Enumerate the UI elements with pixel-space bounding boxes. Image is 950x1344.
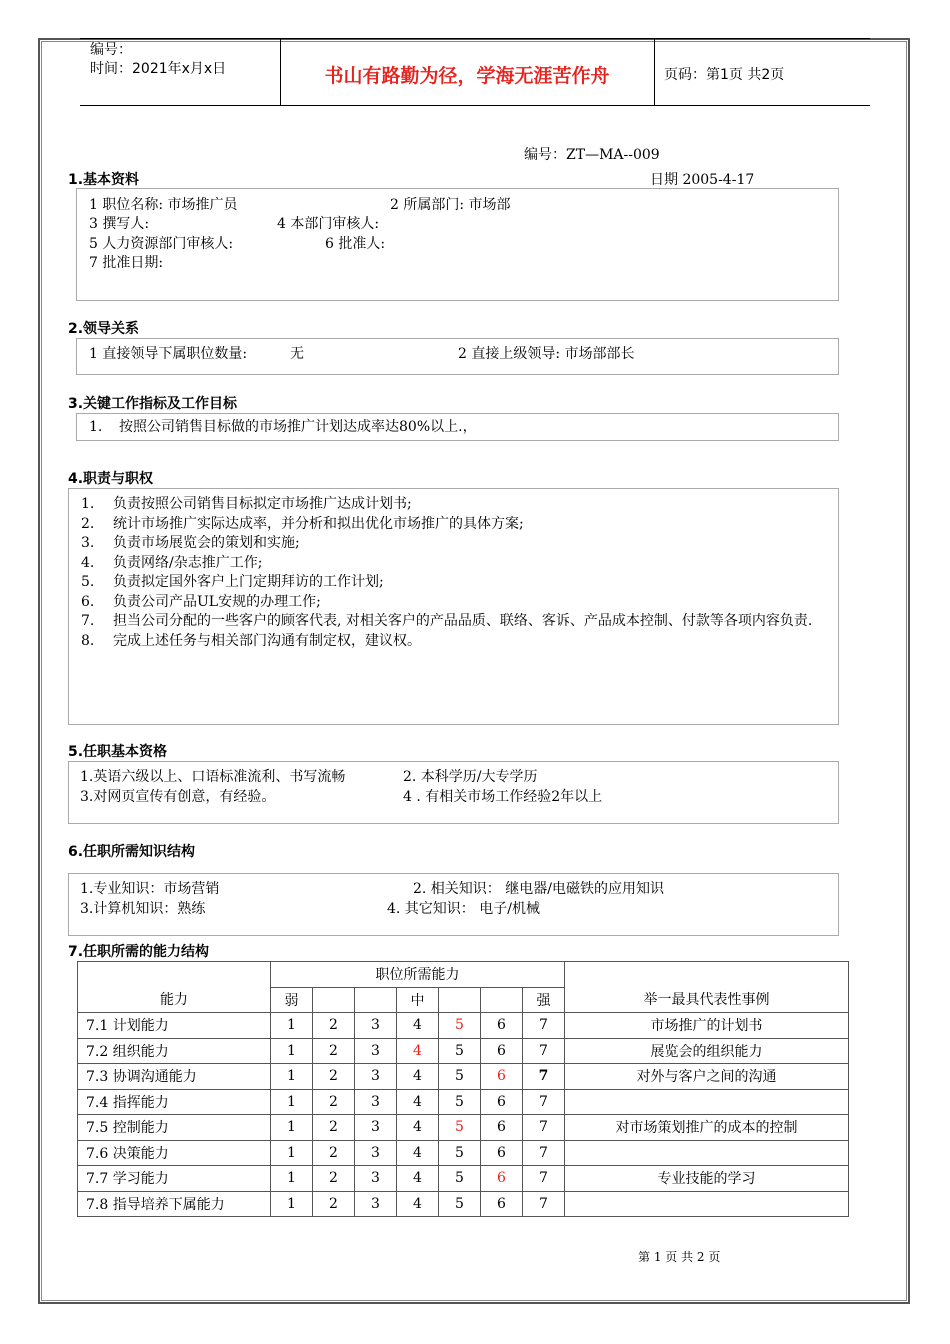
- ability-example: 展览会的组织能力: [565, 1038, 849, 1064]
- kpi-item-text: 按照公司销售目标做的市场推广计划达成率达80%以上.，: [119, 419, 477, 435]
- ability-level-cell: 7: [523, 1038, 565, 1064]
- duty-number: 7.: [81, 613, 95, 629]
- ability-level-cell: 6: [481, 1140, 523, 1166]
- approve-date: 7 批准日期:: [89, 255, 164, 271]
- ability-level-cell: 2: [313, 1064, 355, 1090]
- ability-level-cell: 1: [271, 1064, 313, 1090]
- qualification-item: 3.对网页宣传有创意，有经验。: [80, 789, 276, 805]
- qualification-item: 4 . 有相关市场工作经验2年以上: [403, 789, 603, 805]
- ability-row: [78, 1038, 849, 1064]
- document-number: 编号：ZT—MA--009: [524, 147, 660, 163]
- ability-level-cell: 2: [313, 1115, 355, 1141]
- required-ability-header: 职位所需能力: [271, 962, 565, 988]
- ability-level-cell: 7: [523, 1013, 565, 1039]
- ability-name: 7.3 协调沟通能力: [78, 1064, 271, 1090]
- duty-text: 统计市场推广实际达成率，并分析和拟出优化市场推广的具体方案;: [113, 515, 524, 532]
- ability-level-cell: 4: [397, 1115, 439, 1141]
- ability-level-cell: 5: [439, 1013, 481, 1039]
- ability-name: 7.4 指挥能力: [78, 1089, 271, 1115]
- ability-example: [565, 1191, 849, 1217]
- knowledge-box: [68, 873, 839, 936]
- duty-text: 担当公司分配的一些客户的顾客代表, 对相关客户的产品品质、联络、客诉、产品成本控制、付款等各项内容负责.: [113, 613, 813, 629]
- ability-level-cell: 5: [439, 1191, 481, 1217]
- ability-level-cell: 5: [439, 1064, 481, 1090]
- section-title-qualifications: 5.任职基本资格: [68, 744, 168, 760]
- ability-row: [78, 1089, 849, 1115]
- ability-level-cell: 1: [271, 1038, 313, 1064]
- header-motto: 书山有路勤为径，学海无涯苦作舟: [324, 65, 610, 87]
- ability-level-cell: 2: [313, 1191, 355, 1217]
- kpi-box: [76, 413, 839, 441]
- kpi-item-number: 1.: [89, 419, 103, 435]
- ability-name: 7.2 组织能力: [78, 1038, 271, 1064]
- scale-blank: [439, 987, 481, 1013]
- duty-text: 负责公司产品UL安规的办理工作;: [113, 593, 321, 610]
- ability-example: 对外与客户之间的沟通: [565, 1064, 849, 1090]
- header-divider: [654, 39, 655, 106]
- ability-example: 专业技能的学习: [565, 1166, 849, 1192]
- section-title-kpi: 3.关键工作指标及工作目标: [68, 396, 238, 412]
- duty-number: 2.: [81, 515, 95, 532]
- position-name: 1 职位名称: 市场推广员: [89, 197, 238, 213]
- qualification-item: 1.英语六级以上、口语标准流利、书写流畅: [80, 769, 346, 785]
- duty-number: 1.: [81, 496, 95, 512]
- ability-level-cell: 2: [313, 1038, 355, 1064]
- ability-level-cell: 2: [313, 1140, 355, 1166]
- section-title-knowledge: 6.任职所需知识结构: [68, 844, 196, 860]
- ability-example: 对市场策划推广的成本的控制: [565, 1115, 849, 1141]
- ability-row: [78, 1013, 849, 1039]
- ability-level-cell: 4: [397, 1013, 439, 1039]
- scale-strong-label: 强: [523, 987, 565, 1013]
- scale-mid-label: 中: [397, 987, 439, 1013]
- ability-level-cell: 2: [313, 1013, 355, 1039]
- example-header: 举一最具代表性事例: [565, 962, 849, 1013]
- ability-level-cell: 5: [439, 1166, 481, 1192]
- ability-row: [78, 1064, 849, 1090]
- duty-number: 3.: [81, 535, 95, 551]
- ability-level-cell: 3: [355, 1064, 397, 1090]
- ability-row: [78, 1115, 849, 1141]
- ability-level-cell: 1: [271, 1115, 313, 1141]
- section-title-abilities: 7.任职所需的能力结构: [68, 944, 210, 960]
- ability-level-cell: 3: [355, 1089, 397, 1115]
- ability-level-cell: 7: [523, 1166, 565, 1192]
- dept-reviewer: 4 本部门审核人:: [277, 216, 380, 232]
- ability-level-cell: 1: [271, 1166, 313, 1192]
- department: 2 所属部门: 市场部: [390, 197, 511, 213]
- duty-item: [81, 593, 826, 613]
- ability-level-cell: 6: [481, 1191, 523, 1217]
- ability-level-cell: 4: [397, 1191, 439, 1217]
- duties-list: [81, 495, 826, 651]
- subordinates-value: 无: [290, 346, 304, 362]
- section-title-duties: 4.职责与职权: [68, 471, 154, 487]
- scale-weak-label: 弱: [271, 987, 313, 1013]
- ability-level-cell: 6: [481, 1089, 523, 1115]
- ability-level-cell: 6: [481, 1115, 523, 1141]
- ability-row: [78, 1191, 849, 1217]
- ability-level-cell: 4: [397, 1089, 439, 1115]
- ability-level-cell: 1: [271, 1013, 313, 1039]
- ability-level-cell: 7: [523, 1064, 565, 1090]
- ability-table: [77, 961, 849, 1217]
- duty-text: 负责按照公司销售目标拟定市场推广达成计划书;: [113, 496, 412, 512]
- ability-level-cell: 1: [271, 1191, 313, 1217]
- duty-text: 负责拟定国外客户上门定期拜访的工作计划;: [113, 574, 384, 590]
- scale-blank: [313, 987, 355, 1013]
- duty-text: 负责网络/杂志推广工作;: [113, 554, 263, 571]
- duty-item: [81, 534, 826, 554]
- ability-rows: [78, 1013, 849, 1217]
- ability-level-cell: 2: [313, 1089, 355, 1115]
- duty-item: [81, 632, 826, 652]
- duty-number: 4.: [81, 554, 95, 571]
- ability-level-cell: 4: [397, 1166, 439, 1192]
- ability-row: [78, 1166, 849, 1192]
- page-footer: 第 1 页 共 2 页: [638, 1250, 721, 1264]
- ability-level-cell: 3: [355, 1140, 397, 1166]
- ability-row: [78, 1140, 849, 1166]
- ability-name: 7.6 决策能力: [78, 1140, 271, 1166]
- ability-level-cell: 5: [439, 1038, 481, 1064]
- duty-number: 5.: [81, 574, 95, 590]
- ability-level-cell: 6: [481, 1013, 523, 1039]
- page-header: [80, 38, 870, 106]
- knowledge-item: 4. 其它知识： 电子/机械: [387, 901, 540, 917]
- ability-header: 能力: [78, 962, 271, 1013]
- section-title-leadership: 2.领导关系: [68, 321, 140, 337]
- ability-example: 市场推广的计划书: [565, 1013, 849, 1039]
- duty-number: 8.: [81, 632, 95, 649]
- ability-example: [565, 1140, 849, 1166]
- header-date: 时间：2021年x月x日: [90, 61, 227, 77]
- ability-level-cell: 7: [523, 1140, 565, 1166]
- header-meta: [90, 41, 226, 79]
- ability-level-cell: 4: [397, 1038, 439, 1064]
- ability-level-cell: 7: [523, 1115, 565, 1141]
- ability-level-cell: 3: [355, 1013, 397, 1039]
- duty-item: [81, 515, 826, 535]
- writer: 3 撰写人:: [89, 216, 150, 232]
- ability-level-cell: 3: [355, 1191, 397, 1217]
- ability-name: 7.1 计划能力: [78, 1013, 271, 1039]
- document-date: 日期 2005-4-17: [650, 172, 755, 188]
- ability-level-cell: 4: [397, 1140, 439, 1166]
- ability-level-cell: 4: [397, 1064, 439, 1090]
- ability-name: 7.7 学习能力: [78, 1166, 271, 1192]
- qualifications-box: [68, 761, 839, 824]
- ability-level-cell: 1: [271, 1089, 313, 1115]
- knowledge-item: 1.专业知识：市场营销: [80, 881, 220, 897]
- subordinates-label: 1 直接领导下属职位数量:: [89, 346, 248, 362]
- ability-level-cell: 7: [523, 1191, 565, 1217]
- approver: 6 批准人:: [325, 236, 386, 252]
- hr-reviewer: 5 人力资源部门审核人:: [89, 236, 234, 252]
- ability-level-cell: 1: [271, 1140, 313, 1166]
- duty-item: [81, 495, 826, 515]
- ability-level-cell: 2: [313, 1166, 355, 1192]
- ability-level-cell: 3: [355, 1115, 397, 1141]
- ability-name: 7.8 指导培养下属能力: [78, 1191, 271, 1217]
- header-number-label: 编号：: [90, 42, 132, 58]
- header-page-info: 页码：第1页 共2页: [664, 67, 785, 83]
- duty-item: [81, 554, 826, 574]
- basic-info-box: [76, 188, 839, 301]
- leadership-box: [76, 338, 839, 375]
- duties-box: [68, 488, 839, 725]
- duty-text: 完成上述任务与相关部门沟通有制定权，建议权。: [113, 632, 421, 649]
- section-title-basic: 1.基本资料: [68, 172, 140, 188]
- duty-number: 6.: [81, 593, 95, 610]
- ability-level-cell: 5: [439, 1140, 481, 1166]
- ability-level-cell: 6: [481, 1166, 523, 1192]
- ability-level-cell: 5: [439, 1115, 481, 1141]
- ability-example: [565, 1089, 849, 1115]
- knowledge-item: 3.计算机知识：熟练: [80, 901, 206, 917]
- qualification-item: 2. 本科学历/大专学历: [403, 769, 538, 785]
- scale-blank: [355, 987, 397, 1013]
- duty-item: [81, 573, 826, 593]
- ability-level-cell: 6: [481, 1064, 523, 1090]
- duty-text: 负责市场展览会的策划和实施;: [113, 535, 300, 551]
- ability-level-cell: 5: [439, 1089, 481, 1115]
- knowledge-item: 2. 相关知识： 继电器/电磁铁的应用知识: [413, 881, 664, 897]
- ability-level-cell: 7: [523, 1089, 565, 1115]
- ability-name: 7.5 控制能力: [78, 1115, 271, 1141]
- ability-level-cell: 3: [355, 1038, 397, 1064]
- direct-superior: 2 直接上级领导: 市场部部长: [458, 346, 635, 362]
- duty-item: [81, 612, 826, 632]
- ability-level-cell: 6: [481, 1038, 523, 1064]
- scale-blank: [481, 987, 523, 1013]
- ability-level-cell: 3: [355, 1166, 397, 1192]
